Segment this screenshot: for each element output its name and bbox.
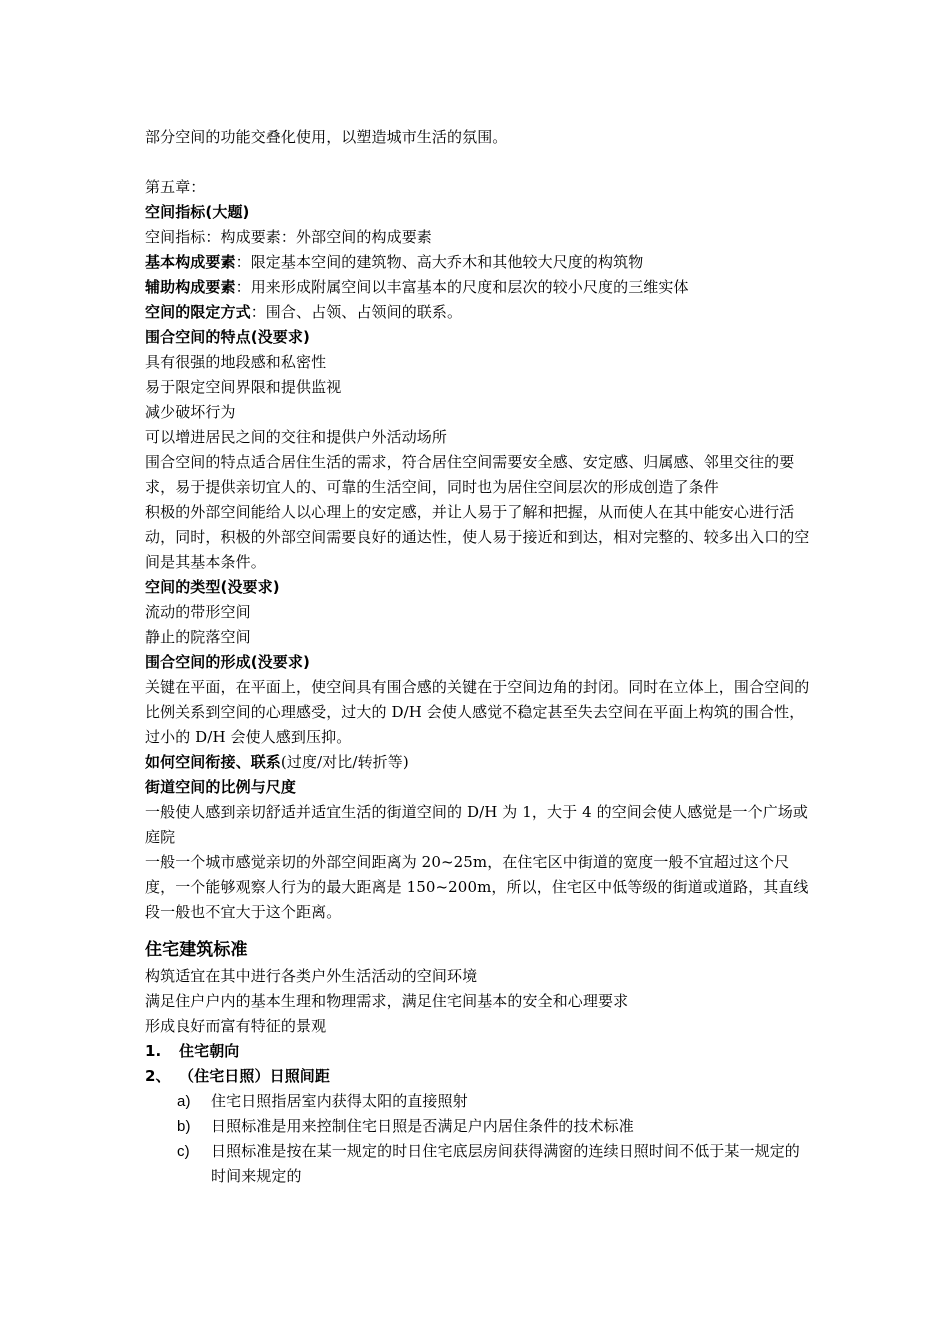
definition-basic <box>145 250 810 275</box>
section-heading-space-types: 空间的类型(没要求) <box>145 578 280 596</box>
definition-limit <box>145 300 810 325</box>
paragraph: 积极的外部空间能给人以心理上的安定感，并让人易于了解和把握，从而使人在其中能安心进行活动，同时，积极的外部空间需要良好的通达性，使人易于接近和到达，相对完整的、较多出入口的空间是其基本条件。 <box>145 503 810 571</box>
section-heading-space-index: 空间指标(大题) <box>145 203 250 221</box>
definition-auxiliary <box>145 275 810 300</box>
item-text: 住宅朝向 <box>179 1042 240 1060</box>
item-text: 住宅日照指居室内获得太阳的直接照射 <box>211 1092 468 1110</box>
sub-list <box>177 1089 810 1189</box>
heading-label: 如何空间衔接、联系 <box>145 753 281 771</box>
term-text: ：限定基本空间的建筑物、高大乔木和其他较大尺度的构筑物 <box>235 253 644 271</box>
spacer <box>145 925 810 937</box>
section-heading-housing-standard: 住宅建筑标准 <box>145 940 248 960</box>
item-number: 1. <box>145 1042 162 1060</box>
paragraph: 围合空间的特点适合居住生活的需求，符合居住空间需要安全感、安定感、归属感、邻里交往的要求，易于提供亲切宜人的、可靠的生活空间，同时也为居住空间层次的形成创造了条件 <box>145 453 795 496</box>
paragraph: 空间指标：构成要素：外部空间的构成要素 <box>145 228 432 246</box>
paragraph: 具有很强的地段感和私密性 <box>145 353 327 371</box>
item-text: 日照标准是按在某一规定的时日住宅底层房间获得满窗的连续日照时间不低于某一规定的时间来规定的 <box>211 1142 800 1185</box>
paragraph: 形成良好而富有特征的景观 <box>145 1017 327 1035</box>
item-marker: c) <box>177 1143 190 1160</box>
paragraph: 可以增进居民之间的交往和提供户外活动场所 <box>145 428 448 446</box>
numbered-item <box>145 1039 810 1064</box>
document-body <box>145 125 810 1189</box>
term-label: 辅助构成要素 <box>145 278 236 296</box>
item-marker: b) <box>177 1118 191 1135</box>
paragraph: 关键在平面，在平面上，使空间具有围合感的关键在于空间边角的封闭。同时在立体上，围合空间的比例关系到空间的心理感受，过大的 D/H 会使人感觉不稳定甚至失去空间在平面上构筑的围合性，过小的 D/H 会使人感到压抑。 <box>145 678 810 746</box>
paragraph: 静止的院落空间 <box>145 628 251 646</box>
paragraph: 部分空间的功能交叠化使用，以塑造城市生活的氛围。 <box>145 128 508 146</box>
section-heading-street-scale: 街道空间的比例与尺度 <box>145 778 297 796</box>
section-heading-connect <box>145 750 810 775</box>
chapter-heading: 第五章： <box>145 178 206 196</box>
section-heading-enclosed-formation: 围合空间的形成(没要求) <box>145 653 310 671</box>
section-heading-enclosed-features: 围合空间的特点(没要求) <box>145 328 310 346</box>
sub-list-item <box>177 1139 810 1189</box>
term-text: ：用来形成附属空间以丰富基本的尺度和层次的较小尺度的三维实体 <box>235 278 689 296</box>
paragraph: 减少破坏行为 <box>145 403 236 421</box>
term-label: 基本构成要素 <box>145 253 236 271</box>
paragraph: 满足住户户内的基本生理和物理需求，满足住宅间基本的安全和心理要求 <box>145 992 629 1010</box>
item-text: （住宅日照）日照间距 <box>179 1067 331 1085</box>
paragraph: 易于限定空间界限和提供监视 <box>145 378 342 396</box>
paragraph: 一般一个城市感觉亲切的外部空间距离为 20~25m，在住宅区中街道的宽度一般不宜超过这个尺度，一个能够观察人行为的最大距离是 150~200m，所以，住宅区中低等级的街道或道路，其直线段一般也不宜大于这个距离。 <box>145 853 809 921</box>
spacer <box>145 150 810 175</box>
term-text: ：围合、占领、占领间的联系。 <box>250 303 463 321</box>
item-text: 日照标准是用来控制住宅日照是否满足户内居住条件的技术标准 <box>211 1117 634 1135</box>
heading-note: (过度/对比/转折等) <box>280 753 409 771</box>
sub-list-item <box>177 1114 810 1139</box>
item-number: 2、 <box>145 1067 171 1085</box>
term-label: 空间的限定方式 <box>145 303 251 321</box>
paragraph: 流动的带形空间 <box>145 603 251 621</box>
numbered-item <box>145 1064 810 1089</box>
paragraph: 构筑适宜在其中进行各类户外生活活动的空间环境 <box>145 967 478 985</box>
paragraph: 一般使人感到亲切舒适并适宜生活的街道空间的 D/H 为 1，大于 4 的空间会使人感觉是一个广场或庭院 <box>145 803 808 846</box>
sub-list-item <box>177 1089 810 1114</box>
item-marker: a) <box>177 1093 191 1110</box>
